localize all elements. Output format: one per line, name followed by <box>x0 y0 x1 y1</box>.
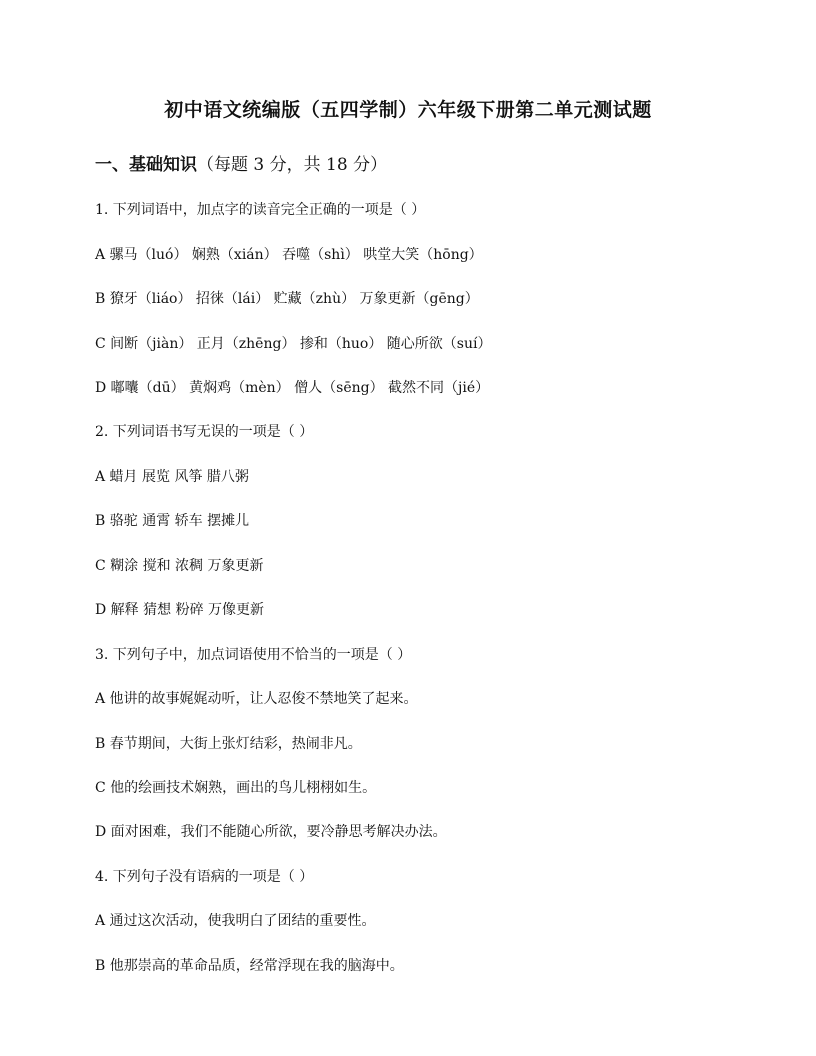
question-2-option-b: B 骆驼 通霄 轿车 摆摊儿 <box>95 513 250 529</box>
document-title: 初中语文统编版（五四学制）六年级下册第二单元测试题 <box>164 99 652 121</box>
question-1-option-d: D 嘟囔（dū） 黄焖鸡（mèn） 僧人（sēng） 截然不同（jié） <box>95 380 490 396</box>
question-4-option-a: A 通过这次活动，使我明白了团结的重要性。 <box>95 913 376 929</box>
question-3-option-c: C 他的绘画技术娴熟，画出的鸟儿栩栩如生。 <box>95 780 377 796</box>
section-score-note: （每题 3 分，共 18 分） <box>197 155 388 175</box>
question-3-option-b: B 春节期间，大街上张灯结彩，热闹非凡。 <box>95 736 362 752</box>
section-heading <box>95 150 387 175</box>
question-4-option-b: B 他那崇高的革命品质，经常浮现在我的脑海中。 <box>95 958 404 974</box>
question-2-option-a: A 蜡月 展览 风筝 腊八粥 <box>95 469 249 485</box>
question-1-option-a: A 骡马（luó） 娴熟（xián） 吞噬（shì） 哄堂大笑（hōng） <box>95 247 483 263</box>
question-3-option-d: D 面对困难，我们不能随心所欲，要冷静思考解决办法。 <box>95 824 447 840</box>
question-2-option-c: C 糊涂 搅和 浓稠 万象更新 <box>95 558 264 574</box>
question-1-option-b: B 獠牙（liáo） 招徕（lái） 贮藏（zhù） 万象更新（gēng） <box>95 291 479 307</box>
question-1: 1. 下列词语中，加点字的读音完全正确的一项是（ ） <box>95 202 426 218</box>
question-3-option-a: A 他讲的故事娓娓动听，让人忍俊不禁地笑了起来。 <box>95 691 418 707</box>
question-1-option-c: C 间断（jiàn） 正月（zhēng） 掺和（huo） 随心所欲（suí） <box>95 336 492 352</box>
question-3: 3. 下列句子中，加点词语使用不恰当的一项是（ ） <box>95 647 412 663</box>
section-heading-text: 一、基础知识 <box>95 155 197 175</box>
question-2-option-d: D 解释 猜想 粉碎 万像更新 <box>95 602 265 618</box>
question-4: 4. 下列句子没有语病的一项是（ ） <box>95 869 314 885</box>
question-2: 2. 下列词语书写无误的一项是（ ） <box>95 424 314 440</box>
